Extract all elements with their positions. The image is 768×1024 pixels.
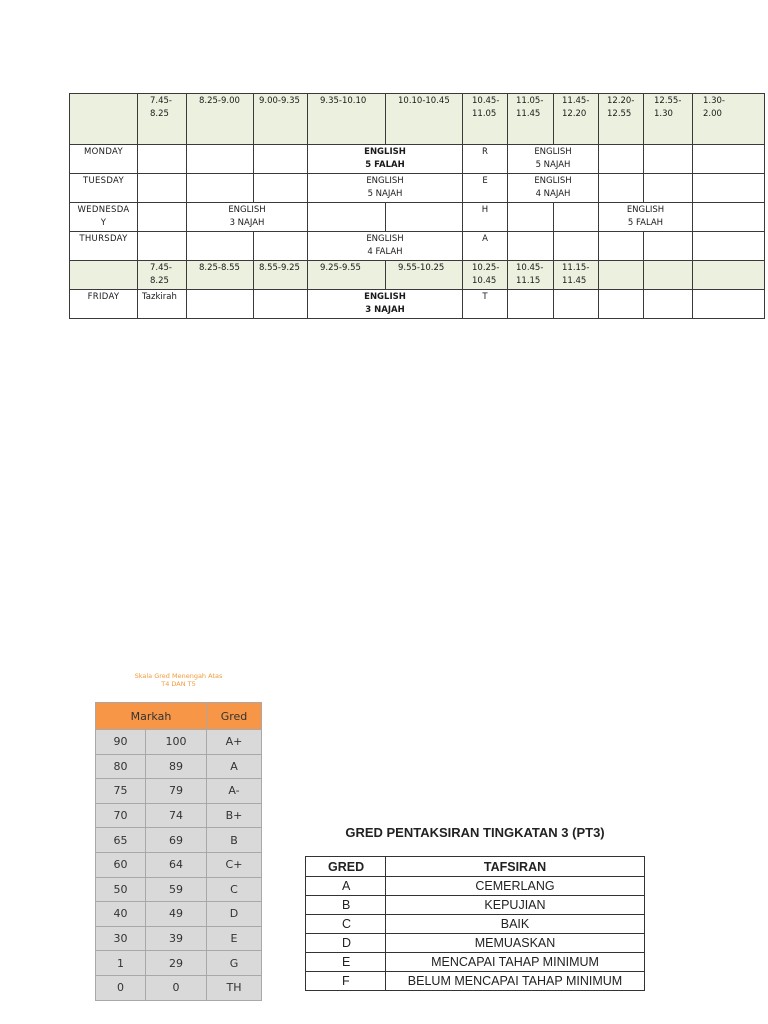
skala-gred-cell: G <box>207 951 262 976</box>
table-row <box>96 803 262 828</box>
time-cell: 10.45- 11.15 <box>508 261 554 290</box>
time-cell: 10.25- 10.45 <box>463 261 508 290</box>
time-cell: 1.30- 2.00 <box>693 94 765 145</box>
header-gred: GRED <box>306 857 386 877</box>
skala-max-cell: 0 <box>146 975 207 1000</box>
skala-min-cell: 40 <box>96 902 146 927</box>
skala-max-cell: 69 <box>146 828 207 853</box>
time-cell: 10.45- 11.05 <box>463 94 508 145</box>
lesson-cell: Tazkirah <box>138 290 187 319</box>
time-cell: 9.00-9.35 <box>254 94 308 145</box>
header-markah: Markah <box>96 703 207 730</box>
skala-gred-cell: C+ <box>207 852 262 877</box>
pt3-table <box>305 856 645 991</box>
pt3-header-row <box>306 857 645 877</box>
skala-gred-cell: B+ <box>207 803 262 828</box>
skala-gred-cell: TH <box>207 975 262 1000</box>
pt3-gred-cell: F <box>306 972 386 991</box>
skala-min-cell: 70 <box>96 803 146 828</box>
skala-gred-cell: A- <box>207 779 262 804</box>
time-cell: 8.25-8.55 <box>187 261 254 290</box>
timetable-row-thursday <box>70 232 765 261</box>
day-label: WEDNESDA Y <box>70 203 138 232</box>
time-cell: 7.45- 8.25 <box>138 94 187 145</box>
lesson-cell: ENGLISH 4 NAJAH <box>508 174 599 203</box>
skala-min-cell: 60 <box>96 852 146 877</box>
time-cell: 11.05- 11.45 <box>508 94 554 145</box>
pt3-gred-cell: C <box>306 915 386 934</box>
skala-gred-cell: A+ <box>207 730 262 755</box>
table-row <box>306 953 645 972</box>
break-letter: R <box>463 145 508 174</box>
day-label: MONDAY <box>70 145 138 174</box>
day-label: THURSDAY <box>70 232 138 261</box>
table-row <box>96 902 262 927</box>
skala-max-cell: 49 <box>146 902 207 927</box>
timetable-row-wednesday <box>70 203 765 232</box>
time-cell: 10.10-10.45 <box>386 94 463 145</box>
time-cell: 11.15- 11.45 <box>554 261 599 290</box>
break-letter: A <box>463 232 508 261</box>
lesson-cell: ENGLISH 3 NAJAH <box>187 203 308 232</box>
skala-max-cell: 29 <box>146 951 207 976</box>
day-label: TUESDAY <box>70 174 138 203</box>
table-row <box>96 877 262 902</box>
timetable <box>69 93 765 319</box>
table-row <box>96 754 262 779</box>
timetable-row-friday <box>70 290 765 319</box>
skala-min-cell: 30 <box>96 926 146 951</box>
lesson-cell: ENGLISH 4 FALAH <box>308 232 463 261</box>
table-row <box>306 896 645 915</box>
break-letter: H <box>463 203 508 232</box>
header-tafsiran: TAFSIRAN <box>386 857 645 877</box>
skala-gred-table <box>95 702 262 1001</box>
lesson-cell: ENGLISH 5 NAJAH <box>508 145 599 174</box>
skala-gred-cell: C <box>207 877 262 902</box>
skala-gred-cell: A <box>207 754 262 779</box>
table-row <box>96 852 262 877</box>
break-letter: E <box>463 174 508 203</box>
pt3-gred-cell: B <box>306 896 386 915</box>
table-row <box>306 934 645 953</box>
pt3-tafsiran-cell: MENCAPAI TAHAP MINIMUM <box>386 953 645 972</box>
table-row <box>306 877 645 896</box>
table-row <box>96 951 262 976</box>
skala-min-cell: 80 <box>96 754 146 779</box>
timetable-row-tuesday <box>70 174 765 203</box>
pt3-tafsiran-cell: BAIK <box>386 915 645 934</box>
skala-gred-cell: D <box>207 902 262 927</box>
skala-gred-title: Skala Gred Menengah Atas T4 DAN T5 <box>134 672 223 688</box>
time-cell: 12.20- 12.55 <box>599 94 644 145</box>
pt3-tafsiran-cell: CEMERLANG <box>386 877 645 896</box>
skala-min-cell: 0 <box>96 975 146 1000</box>
header-gred: Gred <box>207 703 262 730</box>
skala-gred-cell: E <box>207 926 262 951</box>
skala-max-cell: 79 <box>146 779 207 804</box>
skala-max-cell: 64 <box>146 852 207 877</box>
pt3-gred-cell: A <box>306 877 386 896</box>
skala-max-cell: 59 <box>146 877 207 902</box>
skala-min-cell: 50 <box>96 877 146 902</box>
skala-max-cell: 100 <box>146 730 207 755</box>
table-row <box>96 926 262 951</box>
header-corner-cell <box>70 94 138 145</box>
time-cell: 8.55-9.25 <box>254 261 308 290</box>
skala-max-cell: 39 <box>146 926 207 951</box>
break-letter: T <box>463 290 508 319</box>
skala-min-cell: 90 <box>96 730 146 755</box>
skala-max-cell: 74 <box>146 803 207 828</box>
time-cell: 7.45- 8.25 <box>138 261 187 290</box>
skala-min-cell: 65 <box>96 828 146 853</box>
timetable-row-monday <box>70 145 765 174</box>
time-cell: 11.45- 12.20 <box>554 94 599 145</box>
skala-min-cell: 1 <box>96 951 146 976</box>
lesson-cell: ENGLISH 5 NAJAH <box>308 174 463 203</box>
pt3-title: GRED PENTAKSIRAN TINGKATAN 3 (PT3) <box>345 825 605 840</box>
time-cell: 9.35-10.10 <box>308 94 386 145</box>
skala-header-row <box>96 703 262 730</box>
pt3-gred-cell: E <box>306 953 386 972</box>
time-cell: 8.25-9.00 <box>187 94 254 145</box>
lesson-cell: ENGLISH 5 FALAH <box>308 145 463 174</box>
table-row <box>96 730 262 755</box>
table-row <box>96 828 262 853</box>
time-cell: 12.55- 1.30 <box>644 94 693 145</box>
skala-max-cell: 89 <box>146 754 207 779</box>
table-row <box>306 915 645 934</box>
lesson-cell: ENGLISH 3 NAJAH <box>308 290 463 319</box>
table-row <box>96 975 262 1000</box>
table-row <box>306 972 645 991</box>
time-cell: 9.55-10.25 <box>386 261 463 290</box>
table-row <box>96 779 262 804</box>
pt3-gred-cell: D <box>306 934 386 953</box>
day-label: FRIDAY <box>70 290 138 319</box>
pt3-tafsiran-cell: KEPUJIAN <box>386 896 645 915</box>
skala-min-cell: 75 <box>96 779 146 804</box>
lesson-cell: ENGLISH 5 FALAH <box>599 203 693 232</box>
timetable-header-row <box>70 94 765 145</box>
pt3-tafsiran-cell: MEMUASKAN <box>386 934 645 953</box>
timetable-friday-header-row <box>70 261 765 290</box>
skala-gred-cell: B <box>207 828 262 853</box>
pt3-tafsiran-cell: BELUM MENCAPAI TAHAP MINIMUM <box>386 972 645 991</box>
time-cell: 9.25-9.55 <box>308 261 386 290</box>
